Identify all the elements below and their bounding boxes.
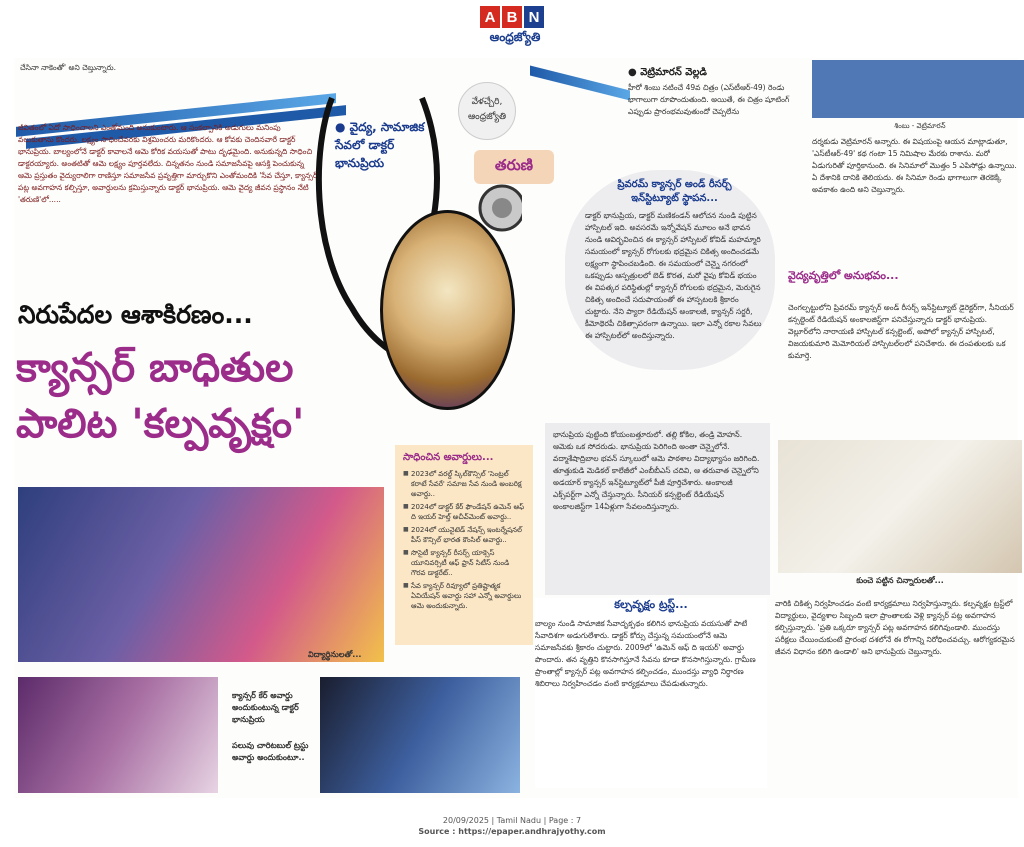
experience-head: వైద్యవృత్తిలో అనుభవం...: [788, 269, 899, 282]
simbu-photo-caption: శింబు - వెట్రిమారన్: [894, 122, 946, 130]
award-item: ■ 2023లో వరల్డ్ స్కిల్‌కౌన్సిల్ 'సెంట్రల్ కరాటే సేవరే' సమాజ సేవ నుండి అంబరిక్ష అవార్డు..: [403, 469, 525, 499]
logo-letter-a: A: [480, 6, 500, 28]
logo-letter-b: B: [502, 6, 522, 28]
stethoscope-label: ● వైద్య, సామాజిక సేవలో డాక్టర్ భానుప్రియ: [335, 120, 425, 170]
logo-letter-n: N: [524, 6, 544, 28]
award-caption-2: పలువు చారిటబుల్ ట్రస్టు అవార్డు అందుకుంటూ..: [232, 741, 309, 762]
tarun-badge: తరుణి: [474, 150, 554, 184]
kids-caption: కుంచె పట్టిన చిన్నారులతో...: [856, 576, 944, 585]
award-photo-right: [320, 677, 520, 793]
institute-title: ప్రివరమ్ క్యాన్సర్ అండ్ రీసర్చ్ ఇన్‌స్టిట్యూట్ స్థాపన...: [617, 179, 732, 204]
experience-text: చెంగల్పట్టులోని ప్రివరమ్ క్యాన్సర్ అండ్ రీసర్చ్ ఇన్‌స్టిట్యూట్ డైరెక్టర్‌గా, సీనియర్ కన్సల్టెంట్ రేడియేషన్ అంకాలజిస్ట్‌గా పనిచేస్తున్నారు డాక్టర్ భానుప్రియ. వెల్లూర్‌లోని నారాయణి హాస్పిటల్ కన్సల్టెంట్, అపోలో క్యాన్సర్ హాస్పిటల్, విజయకుమారి మెమోరియల్ హాస్పిటల్‌లలో పనిచేశారు. ఈ దంపతులకు ఒక కుమార్తె.: [788, 303, 1014, 360]
vetrimaran-column: దర్శకుడు వెట్రిమారన్ అన్నారు. ఈ విషయంపై ఆయన మాట్లాడుతూ, 'ఎస్‌టీఆర్-49' కథ గంటా 15 నిమిషాల మేరకు రాశాను. మరో ఏడుగురితో పూర్తికానుంది. ఈ సినిమాలో మొత్తం 5 ఎపిసోడ్లు ఉన్నాయి. ఏ దేశానికి దానికి తెలియదు. ఈ సినిమా రెండు భాగాలుగా తెరకెక్కే అవకాశం ఉంది అని చెబ్తున్నారు.: [812, 137, 1017, 194]
students-photo: [18, 487, 384, 662]
logo-subtitle: ఆంధ్రజ్యోతి: [489, 30, 541, 44]
headline-main: క్యాన్సర్ బాధితుల పాలిట 'కల్పవృక్షం': [16, 345, 305, 447]
award-caption-1: క్యాన్సర్ కేర్ అవార్డు అందుకుంటున్న డాక్టర్ భానుప్రియ: [232, 691, 299, 724]
kids-photo: [778, 440, 1022, 573]
students-caption: విద్యార్థినులతో...: [308, 650, 362, 659]
trust-text-2: వారికి చికిత్స నిర్వహించడం వంటి కార్యక్రమాలు నిర్వహిస్తున్నారు. కల్పవృక్షం ట్రస్ట్‌లో విద్యార్థులు, వైద్యశాల సిబ్బంది ఇలా ప్రాంతాలకు వెళ్లి క్యాన్సర్ పట్ల అవగాహన కల్పిస్తున్నారు. 'ప్రతి ఒక్కరూ క్యాన్సర్ పట్ల అవగాహన కలిగివుండాలి. ముందస్తు పరీక్షలు చేయించుకుంటే ప్రారంభ దశలోనే ఈ రోగాన్ని నిరోధించవచ్చు. ఆరోగ్యకరమైన జీవన విధానం కలిగి ఉండాలి' అని భానుప్రియ చెబ్తున్నారు.: [775, 599, 1015, 656]
doctor-portrait: [380, 210, 515, 410]
vetrimaran-head: ● వెట్రిమారన్ వెల్లడి: [628, 67, 707, 78]
trust-head: కల్పవృక్షం ట్రస్ట్...: [614, 598, 688, 611]
awards-list: [403, 469, 525, 611]
trust-section: [535, 598, 767, 788]
abn-logo[interactable]: [480, 6, 544, 28]
awards-box: [395, 445, 533, 645]
footer-date: 20/09/2025 | Tamil Nadu | Page : 7: [442, 816, 582, 825]
awards-title: సాధించిన అవార్డులు...: [403, 452, 494, 463]
vetrimaran-text: హీరో శింబు నటించే 49వ చిత్రం (ఎస్‌టీఆర్-49) రెండు భాగాలుగా రూపొందుతుంది. అయితే, ఈ చిత్రం షూటింగ్ ఎప్పుడు ప్రారంభమవుతుందో చెప్పలేను: [628, 83, 790, 116]
bio-box: [545, 423, 770, 595]
award-item: ■ సేవ క్యాన్సర్ రివ్యూలో ప్రతిష్టాత్మక ఏవియేషన్ అవార్డు సహా ఎన్నో అవార్డులు ఆమె అందుకున్నారు.: [403, 581, 525, 611]
blue-stripe-right: [530, 58, 630, 118]
institute-text: డాక్టర్ భానుప్రియ, డాక్టర్ మణికండన్ ఆలోచన నుండి పుట్టిన హాస్పిటల్ ఇది. అవసరమే ఇన్నోవేషన్ మూలం అనే భావన నుండి ఆవిర్భవించిన ఈ క్యాన్సర్ హాస్పిటల్ కోవిడ్ మహమ్మారి సమయంలో క్యాన్సర్ రోగులకు భద్రమైన చికిత్స అందించడమే లక్ష్యంగా స్థాపించబడింది. ఈ సమయంలో చెన్నై నగరంలో ఒకప్పుడు ఆస్పత్రులలో బెడ్ కొరత, మరో వైపు కోవిడ్ భయం ఈ విపత్కర పరిస్థితుల్లో క్యాన్సర్ రోగులకు భద్రమైన, మెరుగైన చికిత్స అందించే సదుపాయంతో ఈ హాస్పటలకి శ్రీకారం చుట్టారు. నేని ప్యారా రేడియేషన్ అంకాలజీ, క్యాన్సర్ సర్జరీ, కీమోథెరపీ చికిత్సాపరంగా ఉన్నాయి. ఇలా ఎన్నో రకాల సేవలు ఈ హాస్పిటల్‌లో అందిస్తున్నారు.: [585, 211, 762, 340]
footer-source[interactable]: Source : https://epaper.andhrajyothy.com: [418, 827, 606, 836]
bio-text: భానుప్రియ పుట్టింది కోయంబత్తూరులో. తల్లి కోకిల, తండ్రి మోహన్. ఆమెకు ఒక సోదరుడు. భానుప్రియ పెరిగింది అంతా చెన్నైలోనే. వద్మాశేషాద్రిబాల భవన్ స్కూలులో ఆమె పాఠశాల విద్యాభ్యాసం జరిగింది. తూత్తుకుడి మెడికల్ కాలేజీలో ఎంబీబీఎస్ చదివి, ఆ తరువాత చెన్నైలోని అడయార్ క్యాన్సర్ ఇన్‌స్టిట్యూట్‌లో పీజీ పూర్తిచేశారు. అంకాలజీ ఎక్స్‌పర్ట్‌గా ఎన్నో చేస్తున్నారు. సీనియర్ కన్సల్టెంట్ రేడియేషన్ అంకాలజిస్ట్‌గా 14ఏళ్లుగా సేవలందిస్తున్నారు.: [553, 430, 760, 511]
simbu-vetrimaran-photo: [812, 60, 1024, 118]
top-left-clip: చేసినా నాకెంతో' అని చెబ్తున్నారు.: [20, 63, 117, 72]
trust-text: బాల్యం నుండి సామాజిక సేవాదృక్పథం కలిగిన భానుప్రియ వయసుతో పాటే సేవాదిశగా అడుగులేశారు. డాక్టర్ కోర్సు చేస్తున్న సమయంలోనే ఆమె సమాజసేవకు శ్రీకారం చుట్టారు. 2009లో 'ఉమెన్ ఆఫ్ ది ఇయర్' అవార్డు పొందారు. తన వృత్తిని కొనసాగిస్తూనే సేవను కూడా కొనసాగిస్తున్నారు. గ్రామీణ ప్రాంతాల్లో క్యాన్సర్ పట్ల అవగాహన కల్పించడం, ముందస్తు వ్యాధి నిర్ధారణ శిబిరాలు నిర్వహించడం వంటి కార్యక్రమాలు చేపడుతున్నారు.: [535, 619, 756, 688]
place-bubble: వేళచ్చేరి, ఆంధ్రజ్యోతి: [458, 82, 516, 140]
award-item: ■ 2024లో యునైటెడ్ నేషన్స్ ఇంటర్నేషనల్ పీస్ కౌన్సిల్ భారత కౌంసిల్ అవార్డు..: [403, 525, 525, 545]
award-photo-left: [18, 677, 218, 793]
headline-subtitle: నిరుపేదల ఆశాకిరణం...: [18, 300, 253, 329]
award-item: ■ 2024లో డాక్టర్ కేర్ ఫౌండేషన్ ఉమెన్ ఆఫ్ ది ఇయర్ హెల్త్ అచీవ్‌మెంట్ అవార్డు..: [403, 502, 525, 522]
intro-paragraph: జీవితంలో ఏదో సాధించాలని ఎంతోమంది అనుకుంటారు. ఆ సంకల్పానికి అడుగులు మనింపు వలుకుతాను కొందరు. లక్ష్యం సాధించేవరకు విశ్రమించరు మరికొందరు. ఆ కోవకు చెందినవారే డాక్టర్ భానుప్రియ. బాల్యంలోనే డాక్టర్ కావాలనే ఆమె కోరిక వయసుతో పాటు దృఢమైంది. అనుకున్నది సాధించి డాక్టరయ్యారు. అంతటితో ఆమె లక్ష్యం పూర్తవలేదు. చిన్నతనం నుండి సమాజసేవపై ఆసక్తి పెంచుకున్న ఆమె ప్రస్తుతం వైద్యురాలిగా రాణిస్తూ సమాజసేవ ప్రవృత్తిగా మార్చుకొని ఎంతోమందికి 'సేవ చేస్తూ, క్యాన్సర్ పట్ల అవగాహన కల్పిస్తూ, అవార్డులను క్రమిస్తున్నారు డాక్టర్ భానుప్రియ. ఆమె వైద్య జీవన ప్రస్థానం నేటి 'తరుణి'లో.....: [18, 123, 318, 204]
award-item: ■ సొసైటీ క్యాన్సర్ రీసర్చ్ యాక్సెస్ యూనివర్సిటీ ఆఫ్ ఫ్రాన్ సిటీస్ నుండి గౌరవ డాక్టరేట్..: [403, 548, 525, 578]
